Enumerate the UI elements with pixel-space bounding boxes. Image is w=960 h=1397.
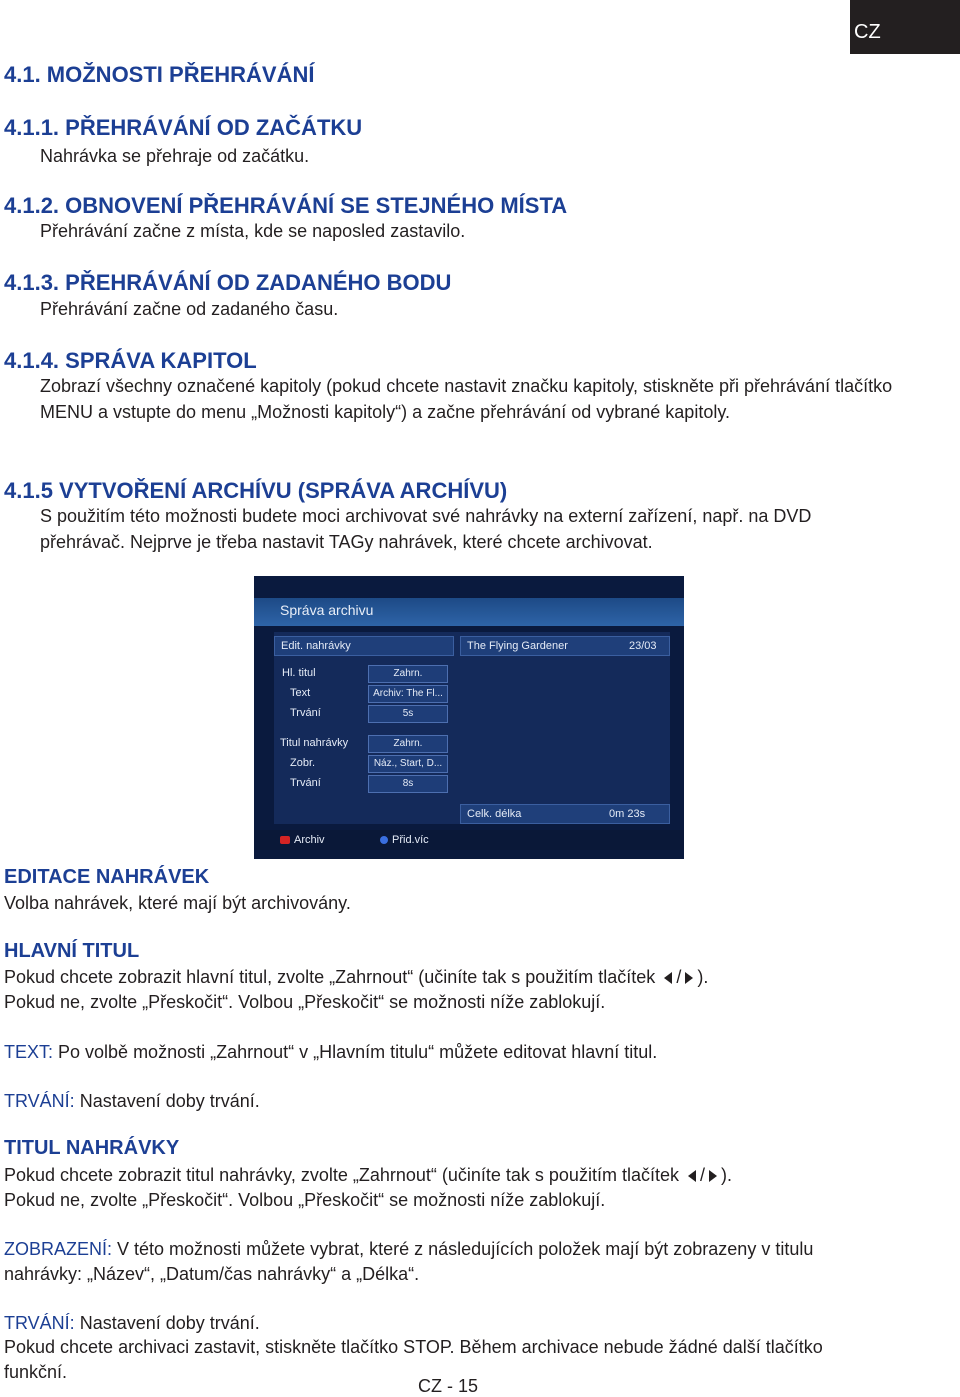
trvani2-line2: Pokud chcete archivaci zastavit, stiskněte tlačítko STOP. Během archivace nebude žádné další tlačítko funkční. bbox=[4, 1337, 823, 1382]
section-title-4-1-4: 4.1.4. SPRÁVA KAPITOL bbox=[4, 348, 257, 373]
editace-title: EDITACE NAHRÁVEK bbox=[4, 866, 210, 888]
left-arrow-icon bbox=[688, 1170, 696, 1182]
red-button-icon bbox=[280, 836, 290, 844]
text-item bbox=[4, 1040, 904, 1065]
tv-edit-row[interactable] bbox=[274, 636, 454, 656]
tv-title-bar bbox=[254, 598, 684, 626]
trvani-text: Nastavení doby trvání. bbox=[74, 1091, 260, 1111]
archive-management-screenshot bbox=[254, 576, 684, 859]
tv-total-label: Celk. délka bbox=[467, 808, 522, 820]
trvani2-text: Nastavení doby trvání. bbox=[74, 1313, 260, 1333]
tv-recording-row bbox=[460, 636, 670, 656]
section-title-4-1-3: 4.1.3. PŘEHRÁVÁNÍ OD ZADANÉHO BODU bbox=[4, 270, 452, 295]
tv-add-more-button[interactable]: Přid.víc bbox=[392, 834, 429, 846]
text-item-text: Po volbě možnosti „Zahrnout“ v „Hlavním titulu“ můžete editovat hlavní titul. bbox=[53, 1042, 658, 1062]
hlavni-line1-end: ). bbox=[697, 967, 709, 987]
trvani-item bbox=[4, 1089, 904, 1114]
zobrazeni-text: V této možnosti můžete vybrat, které z následujících položek mají být zobrazeny v titulu nahrávky: „Název“, „Datum/čas nahrávky“ a „Délka“. bbox=[4, 1239, 814, 1284]
tv-recording-name: The Flying Gardener bbox=[467, 640, 568, 652]
hlavni-line2: Pokud ne, zvolte „Přeskočit“. Volbou „Přeskočit“ se možnosti níže zablokují. bbox=[4, 992, 606, 1012]
tv-recording-count: 23/03 bbox=[629, 640, 657, 652]
tv-total-row bbox=[460, 804, 670, 824]
editace-text: Volba nahrávek, které mají být archivovány. bbox=[4, 893, 351, 913]
tv-row-value[interactable]: 8s bbox=[368, 775, 448, 793]
section-title-4-1: 4.1. MOŽNOSTI PŘEHRÁVÁNÍ bbox=[4, 62, 315, 87]
section-title-4-1-2: 4.1.2. OBNOVENÍ PŘEHRÁVÁNÍ SE STEJNÉHO MÍSTA bbox=[4, 193, 568, 218]
titul-title: TITUL NAHRÁVKY bbox=[4, 1137, 180, 1159]
tv-total-value: 0m 23s bbox=[609, 808, 646, 820]
tv-button-bar bbox=[254, 830, 684, 850]
tv-row-label: Trvání bbox=[290, 777, 321, 789]
titul-line1: Pokud chcete zobrazit titul nahrávky, zvolte „Zahrnout“ (učiníte tak s použitím tlačítek / ). bbox=[4, 1165, 732, 1185]
trvani-label: TRVÁNÍ: bbox=[4, 1091, 75, 1111]
tv-row-value[interactable]: Zahrn. bbox=[368, 665, 448, 683]
zobrazeni-label: ZOBRAZENÍ: bbox=[4, 1239, 113, 1259]
text-item-label: TEXT: bbox=[4, 1042, 54, 1062]
language-tab: CZ bbox=[850, 0, 960, 54]
hlavni-title: HLAVNÍ TITUL bbox=[4, 940, 140, 962]
tv-title: Správa archivu bbox=[280, 602, 374, 618]
section-text-4-1-4: Zobrazí všechny označené kapitoly (pokud chcete nastavit značku kapitoly, stiskněte při přehrávání tlačítko MENU a vstupte do menu „Možnosti kapitoly“) a začne přehrávání od vybrané kapitoly. bbox=[40, 376, 893, 422]
right-arrow-icon bbox=[709, 1170, 717, 1182]
section-text-4-1-3: Přehrávání začne od zadaného času. bbox=[40, 299, 339, 319]
trvani2-item bbox=[4, 1311, 904, 1336]
tv-row-label: Hl. titul bbox=[282, 667, 316, 679]
tv-row-value[interactable]: Zahrn. bbox=[368, 735, 448, 753]
titul-line1-end: ). bbox=[721, 1165, 732, 1185]
tv-row-value[interactable]: Náz., Start, D... bbox=[368, 755, 448, 773]
right-arrow-icon bbox=[685, 972, 693, 984]
page-number: CZ - 15 bbox=[418, 1376, 479, 1396]
hlavni-line1-text: Pokud chcete zobrazit hlavní titul, zvolte „Zahrnout“ (učiníte tak s použitím tlačítek bbox=[4, 967, 656, 987]
section-text-4-1-1: Nahrávka se přehraje od začátku. bbox=[40, 146, 310, 166]
section-text-4-1-5: S použitím této možnosti budete moci archivovat své nahrávky na externí zařízení, např. na DVD přehrávač. Nejprve je třeba nastavit TAGy nahrávek, které chcete archivovat. bbox=[40, 506, 812, 552]
titul-line1-text: Pokud chcete zobrazit titul nahrávky, zvolte „Zahrnout“ (učiníte tak s použitím tlačítek bbox=[4, 1165, 679, 1185]
tv-edit-label: Edit. nahrávky bbox=[281, 640, 351, 652]
tv-menu-panel bbox=[274, 632, 670, 824]
hlavni-line1: Pokud chcete zobrazit hlavní titul, zvolte „Zahrnout“ (učiníte tak s použitím tlačítek / ). bbox=[4, 967, 709, 987]
tv-row-label: Trvání bbox=[290, 707, 321, 719]
blue-button-icon bbox=[380, 836, 388, 844]
tv-row-value[interactable]: Archiv: The Fl... bbox=[368, 685, 448, 703]
tv-row-label: Zobr. bbox=[290, 757, 316, 769]
zobrazeni-item bbox=[4, 1237, 884, 1287]
titul-line2: Pokud ne, zvolte „Přeskočit“. Volbou „Přeskočit“ se možnosti níže zablokují. bbox=[4, 1190, 606, 1210]
tv-row-label: Text bbox=[290, 687, 311, 699]
left-arrow-icon bbox=[664, 972, 672, 984]
tv-row-value[interactable]: 5s bbox=[368, 705, 448, 723]
section-text-4-1-2: Přehrávání začne z místa, kde se naposled zastavilo. bbox=[40, 221, 466, 241]
tv-row-label: Titul nahrávky bbox=[280, 737, 349, 749]
tv-archive-button[interactable]: Archiv bbox=[294, 834, 325, 846]
section-title-4-1-1: 4.1.1. PŘEHRÁVÁNÍ OD ZAČÁTKU bbox=[4, 115, 363, 140]
trvani2-label: TRVÁNÍ: bbox=[4, 1313, 75, 1333]
section-title-4-1-5: 4.1.5 VYTVOŘENÍ ARCHÍVU (SPRÁVA ARCHÍVU) bbox=[4, 478, 508, 503]
